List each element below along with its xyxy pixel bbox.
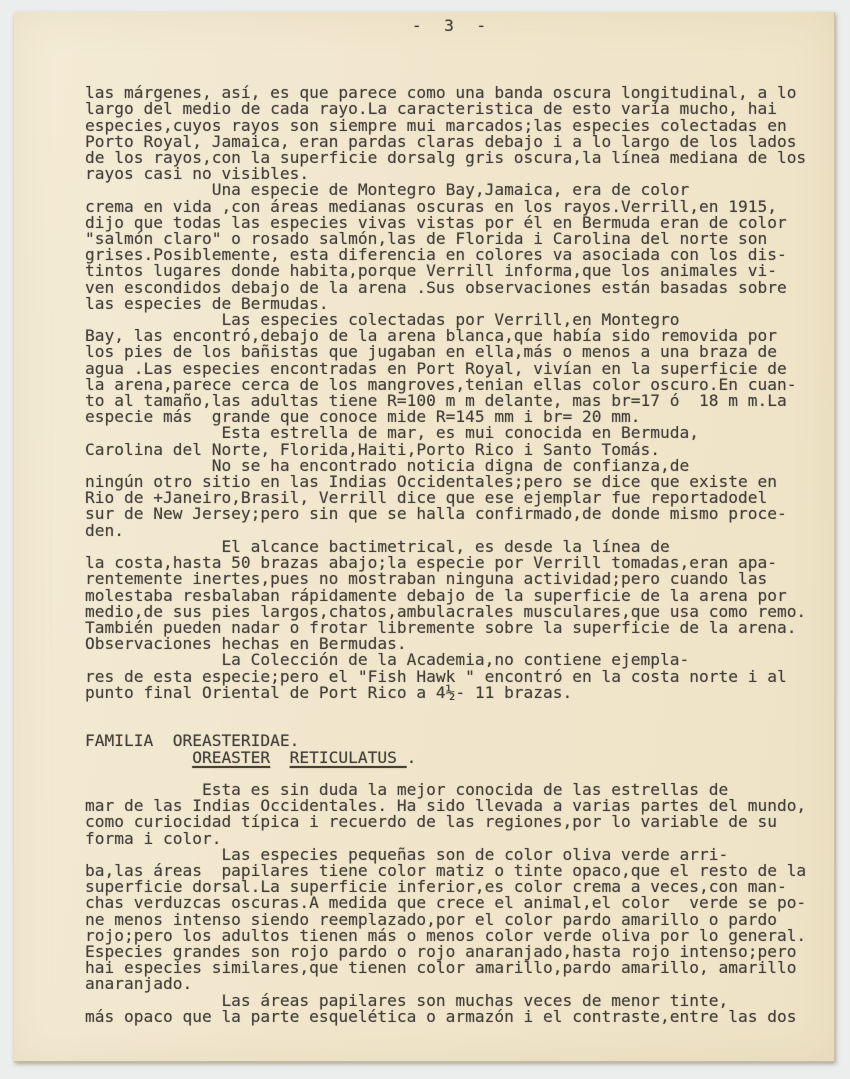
text-line: Esta es sin duda la mejor conocida de las estrellas de — [85, 779, 729, 799]
text-line: hai especies similares,que tienen color amarillo,pardo amarillo, amarillo — [85, 958, 797, 978]
text-line: También pueden nadar o frotar libremente sobre la superficie de la arena. — [85, 617, 797, 637]
text-line: ningún otro sitio en las Indias Occidentales;pero se dice que existe en — [85, 472, 777, 492]
text-line: No se ha encontrado noticia digna de confianza,de — [85, 455, 690, 475]
text-line: más opaco que la parte esquelética o armazón i el contraste,entre las dos — [85, 1006, 797, 1026]
text-line: sur de New Jersey;pero sin que se halla confirmado,de donde mismo proce- — [85, 504, 787, 524]
text-line: forma i color. — [85, 828, 222, 848]
text-line: Las especies colectadas por Verrill,en Montegro — [85, 310, 680, 330]
text-line: la arena,parece cerca de los mangroves,tenian ellas color oscuro.En cuan- — [85, 374, 797, 394]
page-number: - 3 - — [411, 16, 488, 35]
text-line: la costa,hasta 50 brazas abajo;la especie por Verrill tomadas,eran apa- — [85, 553, 777, 573]
text-line: las márgenes, así, es que parece como una banda oscura longitudinal, a lo — [85, 83, 797, 103]
text-line: Las áreas papilares son muchas veces de menor tinte, — [85, 990, 729, 1010]
text-line: rojo;pero los adultos tienen más o menos color verde oliva por lo general. — [85, 925, 807, 945]
text-line: den. — [85, 520, 124, 540]
text-line: especies,cuyos rayos son siempre mui marcados;las especies colectadas en — [85, 115, 787, 135]
text-line: Porto Royal, Jamaica, eran pardas claras debajo i a lo largo de los lados — [85, 131, 797, 151]
text-line: Especies grandes son rojo pardo o rojo anaranjado,hasta rojo intenso;pero — [85, 941, 797, 961]
text-line: punto final Oriental de Port Rico a 4½- 11 brazas. — [85, 682, 573, 702]
species-heading: OREASTER RETICULATUS . — [192, 747, 417, 767]
text-line: Bay, las encontró,debajo de la arena blanca,que había sido removida por — [85, 326, 777, 346]
text-line — [85, 701, 814, 717]
text-line: las especies de Bermudas. — [85, 293, 329, 313]
text-line: Carolina del Norte, Florida,Haiti,Porto Rico i Santo Tomás. — [85, 439, 660, 459]
text-line: largo del medio de cada rayo.La caracteristica de esto varía mucho, hai — [85, 99, 777, 119]
text-line: crema en vida ,con áreas medianas oscuras en los rayos.Verrill,en 1915, — [85, 196, 777, 216]
text-line: rayos casi no visibles. — [85, 164, 310, 184]
text-line: mar de las Indias Occidentales. Ha sido llevada a varias partes del mundo, — [85, 796, 807, 816]
text-line: como curiocidad típica i recuerdo de las regiones,por lo variable de su — [85, 812, 777, 832]
text-line: tintos lugares donde habita,porque Verrill informa,que los animales vi- — [85, 261, 777, 281]
text-line: dijo que todas las especies vivas vistas por él en Bermuda eran de color — [85, 212, 787, 232]
text-line: "salmón claro" o rosado salmón,las de Florida i Carolina del norte son — [85, 229, 768, 249]
text-line: res de esta especie;pero el "Fish Hawk " encontró en la costa norte i al — [85, 666, 787, 686]
typewritten-body — [85, 85, 814, 1025]
text-line: agua .Las especies encontradas en Port Royal, vivían en la superficie de — [85, 358, 787, 378]
text-line: ba,las áreas papilares tiene color matiz o tinte opaco,que el resto de la — [85, 860, 807, 880]
text-line: especie más grande que conoce mide R=145 mm i br= 20 mm. — [85, 407, 641, 427]
family-heading: FAMILIA OREASTERIDAE. — [85, 731, 300, 751]
text-line: Rio de +Janeiro,Brasil, Verrill dice que ese ejemplar fue reportadodel — [85, 488, 768, 508]
text-line: anaranjado. — [85, 974, 193, 994]
text-line: medio,de sus pies largos,chatos,ambulacrales musculares,que usa como remo. — [85, 601, 807, 621]
text-line: to al tamaño,las adultas tiene R=100 m m delante, mas br=17 ó 18 m m.La — [85, 391, 787, 411]
text-line: grises.Posiblemente, esta diferencia en colores va asociada con los dis- — [85, 245, 787, 265]
text-line: superficie dorsal.La superficie inferior,es color crema a veces,con man- — [85, 877, 787, 897]
text-line: Esta estrella de mar, es mui conocida en Bermuda, — [85, 423, 699, 443]
text-line: de los rayos,con la superficie dorsalg gris oscura,la línea mediana de los — [85, 148, 807, 168]
text-line: La Colección de la Academia,no contiene ejempla- — [85, 650, 690, 670]
text-line: El alcance bactimetrical, es desde la línea de — [85, 536, 670, 556]
text-line: Las especies pequeñas son de color oliva verde arri- — [85, 844, 729, 864]
text-line: ven escondidos debajo de la arena .Sus observaciones están basadas sobre — [85, 277, 787, 297]
text-line: ne menos intenso siendo reemplazado,por el color pardo amarillo o pardo — [85, 909, 777, 929]
text-line: Observaciones hechas en Bermudas. — [85, 634, 407, 654]
text-line: los pies de los bañistas que jugaban en ella,más o menos a una braza de — [85, 342, 777, 362]
text-line: rentemente inertes,pues no mostraban ninguna actividad;pero cuando las — [85, 569, 768, 589]
text-line: chas verduzcas oscuras.A medida que crece el animal,el color verde se po- — [85, 893, 807, 913]
text-line: Una especie de Montegro Bay,Jamaica, era de color — [85, 180, 690, 200]
document-page — [14, 12, 835, 1062]
text-line: molestaba resbalaban rápidamente debajo de la superficie de la arena por — [85, 585, 787, 605]
